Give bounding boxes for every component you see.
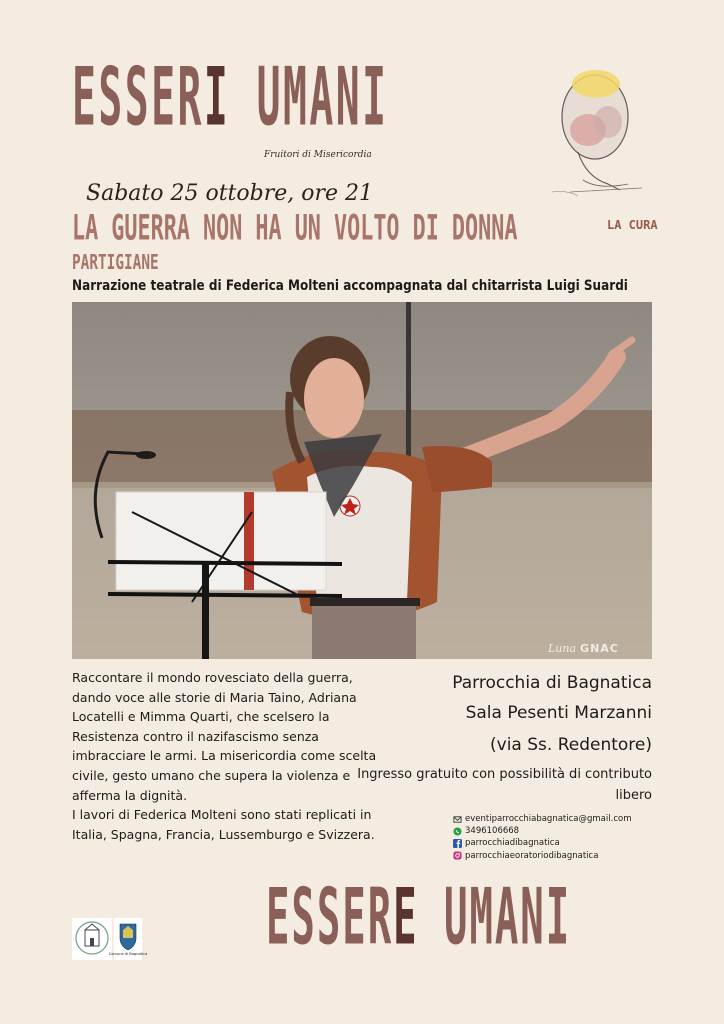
show-title: LA GUERRA NON HA UN VOLTO DI DONNA — [72, 208, 518, 249]
description-paragraph: I lavori di Federica Molteni sono stati replicati in Italia, Spagna, Francia, Lussemburgo e Svizzera. — [72, 807, 375, 842]
venue-parish: Parrocchia di Bagnatica — [452, 673, 652, 693]
footer-title: ESSERE UMANI — [266, 872, 572, 963]
contact-email[interactable]: eventiparrocchiabagnatica@gmail.com — [453, 813, 631, 825]
venue-hall: Sala Pesenti Marzanni — [465, 703, 652, 723]
contact-facebook[interactable]: parrocchiadibagnatica — [453, 837, 631, 849]
logo-label: LA CURA — [607, 218, 658, 232]
description-paragraph: Raccontare il mondo rovesciato della guerra, dando voce alle storie di Maria Taino, Adriana Locatelli e Mimma Quarti, che scelsero la Resistenza contro il nazifascismo senza imbracciare le armi. La misericordia come scelta civile, gesto umano che supera la violenza e afferma la dignità. — [72, 670, 377, 803]
show-subtitle: PARTIGIANE — [72, 250, 159, 274]
whatsapp-icon — [453, 827, 462, 836]
parish-logo — [72, 918, 112, 960]
contact-instagram[interactable]: parrocchiaeoratoriodibagnatica — [453, 850, 631, 862]
instagram-icon — [453, 851, 462, 860]
venue-entry: Ingresso gratuito con possibilità di contributo libero — [357, 767, 652, 803]
email-icon — [453, 815, 462, 824]
contacts — [453, 813, 631, 862]
performance-photo — [72, 302, 652, 659]
venue-info — [352, 668, 652, 806]
comune-label: Comune di Bagnatica — [108, 952, 148, 956]
facebook-icon — [453, 839, 462, 848]
poster-title: ESSERI UMANI — [72, 52, 389, 145]
narration-credits: Narrazione teatrale di Federica Molteni accompagnata dal chitarrista Luigi Suardi — [72, 278, 628, 294]
event-date: Sabato 25 ottobre, ore 21 — [86, 181, 373, 206]
comune-bagnatica-logo — [108, 918, 148, 960]
photo-credit: Luna GNAC — [548, 642, 619, 655]
venue-address: (via Ss. Redentore) — [490, 735, 652, 755]
contact-whatsapp[interactable]: 3496106668 — [453, 825, 631, 837]
poster-subtitle: Fruitori di Misericordia — [264, 150, 372, 160]
la-cura-logo — [538, 62, 648, 212]
event-description — [72, 668, 382, 844]
